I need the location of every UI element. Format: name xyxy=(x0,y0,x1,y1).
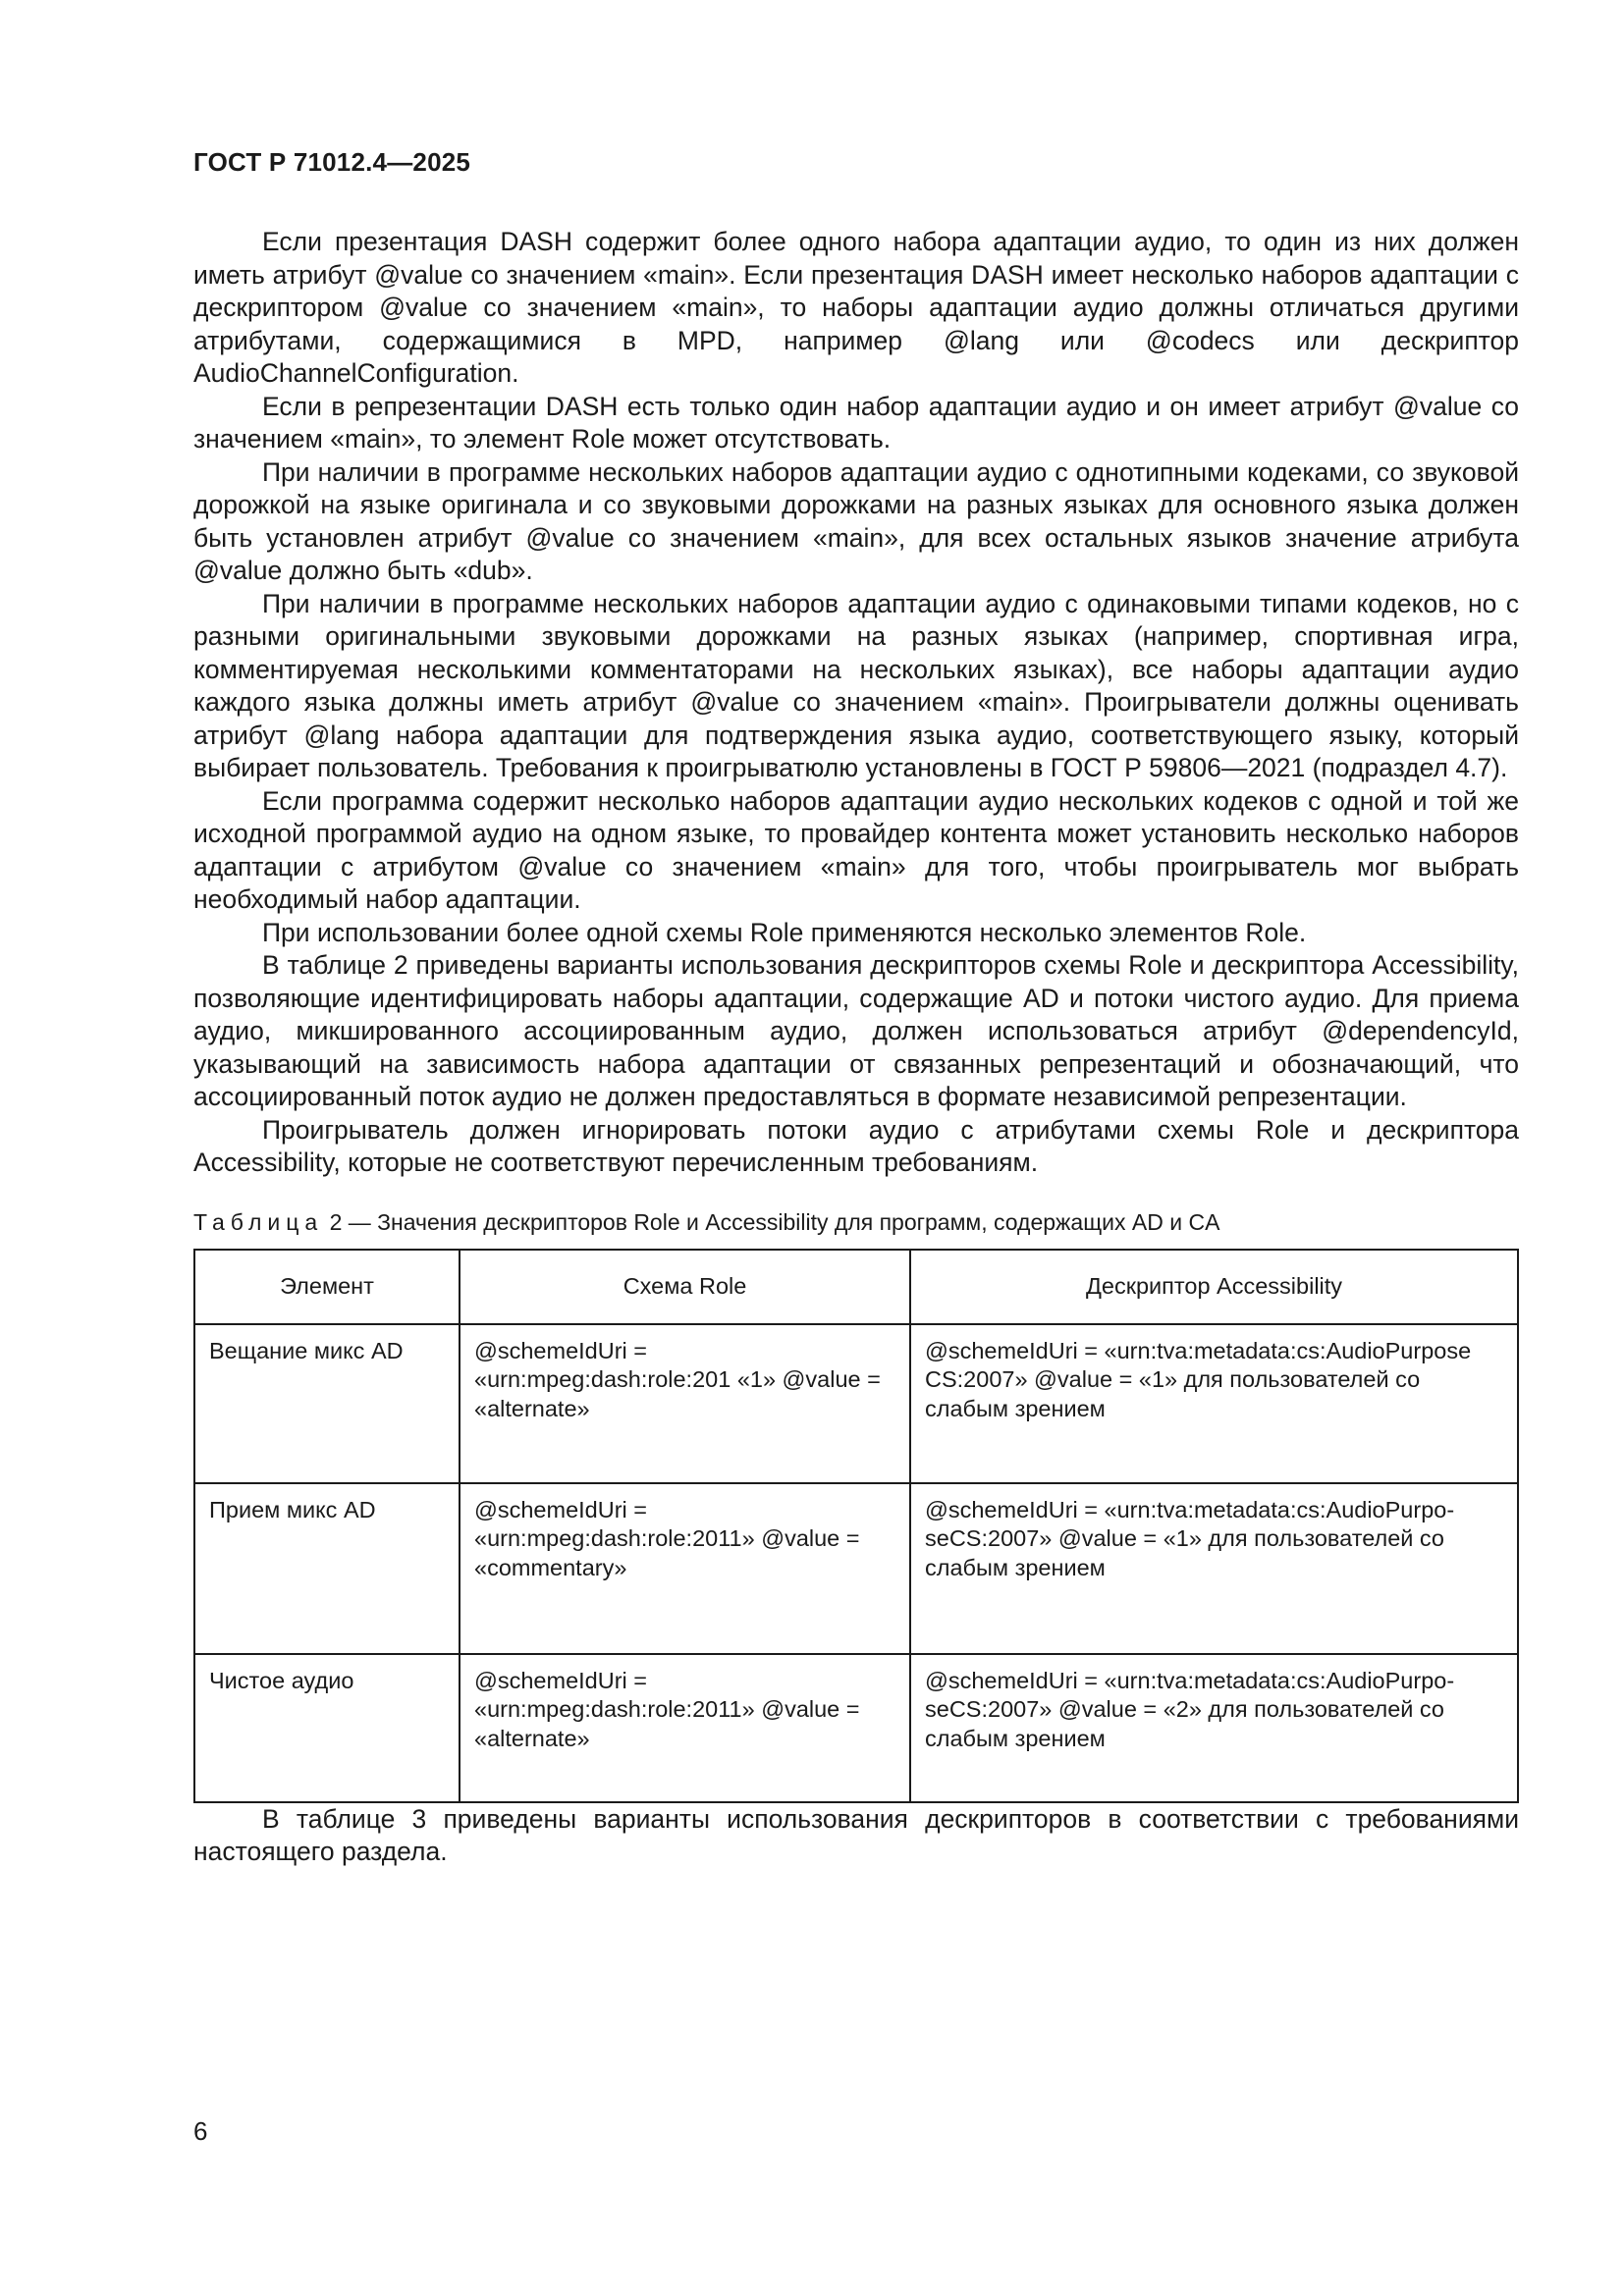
table-row xyxy=(194,1483,1518,1654)
cell-role: @schemeIdUri = «urn:mpeg:dash:role:2011» @value = «commentary» xyxy=(460,1483,910,1654)
cell-element: Чистое аудио xyxy=(194,1654,460,1802)
paragraph: В таблице 2 приведены варианты использования дескрипторов схемы Role и дескриптора Accessibility, позволяющие идентифицировать наборы адаптации, содержащие AD и потоки чистого аудио. Для приема аудио, микшированного ассоциированным аудио, должен использоваться атрибут @dependencyId, указывающий на зависимость набора адаптации от связанных репрезентаций и обозначающий, что ассоциированный поток аудио не должен предоставляться в формате независимой репрезентации. xyxy=(193,950,1519,1111)
paragraph: При использовании более одной схемы Role применяются несколько элементов Role. xyxy=(262,917,1307,947)
table-header-row xyxy=(194,1250,1518,1324)
paragraph-after-table: В таблице 3 приведены варианты использования дескрипторов в соответствии с требованиями настоящего раздела. xyxy=(193,1803,1519,1866)
header-element: Элемент xyxy=(194,1250,460,1324)
table-caption-label: Таблица xyxy=(193,1208,324,1235)
paragraph: Если в репрезентации DASH есть только один набор адаптации аудио и он имеет атрибут @value со значением «main», то элемент Role может отсутствовать. xyxy=(193,391,1519,454)
main-content xyxy=(193,226,1519,1869)
table-caption-text: 2 — Значения дескрипторов Role и Accessibility для программ, содержащих AD и CA xyxy=(329,1208,1220,1235)
paragraph: При наличии в программе нескольких наборов адаптации аудио с однотипными кодеками, со звуковой дорожкой на языке оригинала и со звуковыми дорожками на разных языках для основного языка должен быть установлен атрибут @value со значением «main», для всех остальных языков значение атрибута @value должно быть «dub». xyxy=(193,456,1519,585)
cell-accessibility: @schemeIdUri = «urn:tva:metadata:cs:AudioPurpose CS:2007» @value = «1» для пользователей со слабым зрением xyxy=(910,1324,1518,1483)
cell-accessibility: @schemeIdUri = «urn:tva:metadata:cs:AudioPurpo-seCS:2007» @value = «1» для пользователей со слабым зрением xyxy=(910,1483,1518,1654)
cell-element: Вещание микс AD xyxy=(194,1324,460,1483)
table-row xyxy=(194,1324,1518,1483)
page-number: 6 xyxy=(193,2116,208,2146)
document-header: ГОСТ Р 71012.4—2025 xyxy=(193,147,471,177)
header-accessibility: Дескриптор Accessibility xyxy=(910,1250,1518,1324)
header-role-scheme: Схема Role xyxy=(460,1250,910,1324)
paragraph: При наличии в программе нескольких наборов адаптации аудио с одинаковыми типами кодеков, но с разными оригинальными звуковыми дорожками на разных языках (например, спортивная игра, комментируемая несколькими комментаторами на нескольких языках), все наборы адаптации аудио каждого языка должны иметь атрибут @value со значением «main». Проигрыватели должны оценивать атрибут @lang набора адаптации для подтверждения языка аудио, соответствующего языку, который выбирает пользователь. Требования к проигрыватюлю установлены в ГОСТ Р 59806—2021 (подраздел 4.7). xyxy=(193,588,1519,782)
cell-accessibility: @schemeIdUri = «urn:tva:metadata:cs:AudioPurpo-seCS:2007» @value = «2» для пользователей со слабым зрением xyxy=(910,1654,1518,1802)
paragraph: Если программа содержит несколько наборов адаптации аудио нескольких кодеков с одной и той же исходной программой аудио на одном языке, то провайдер контента может установить несколько наборов адаптации с атрибутом @value со значением «main» для того, чтобы проигрыватель мог выбрать необходимый набор адаптации. xyxy=(193,785,1519,914)
table-caption xyxy=(193,1207,1519,1237)
cell-role: @schemeIdUri = «urn:mpeg:dash:role:201 «1» @value = «alternate» xyxy=(460,1324,910,1483)
cell-element: Прием микс AD xyxy=(194,1483,460,1654)
paragraph: Если презентация DASH содержит более одного набора адаптации аудио, то один из них должен иметь атрибут @value со значением «main». Если презентация DASH имеет несколько наборов адаптации с дескриптором @value со значением «main», то наборы адаптации аудио должны отличаться другими атрибутами, содержащимися в MPD, например @lang или @codecs или дескриптор AudioChannelConfiguration. xyxy=(193,227,1519,388)
cell-role: @schemeIdUri = «urn:mpeg:dash:role:2011» @value = «alternate» xyxy=(460,1654,910,1802)
paragraph: Проигрыватель должен игнорировать потоки аудио с атрибутами схемы Role и дескриптора Accessibility, которые не соответствуют перечисленным требованиям. xyxy=(193,1114,1519,1177)
table-row xyxy=(194,1654,1518,1802)
descriptor-table xyxy=(193,1249,1519,1803)
